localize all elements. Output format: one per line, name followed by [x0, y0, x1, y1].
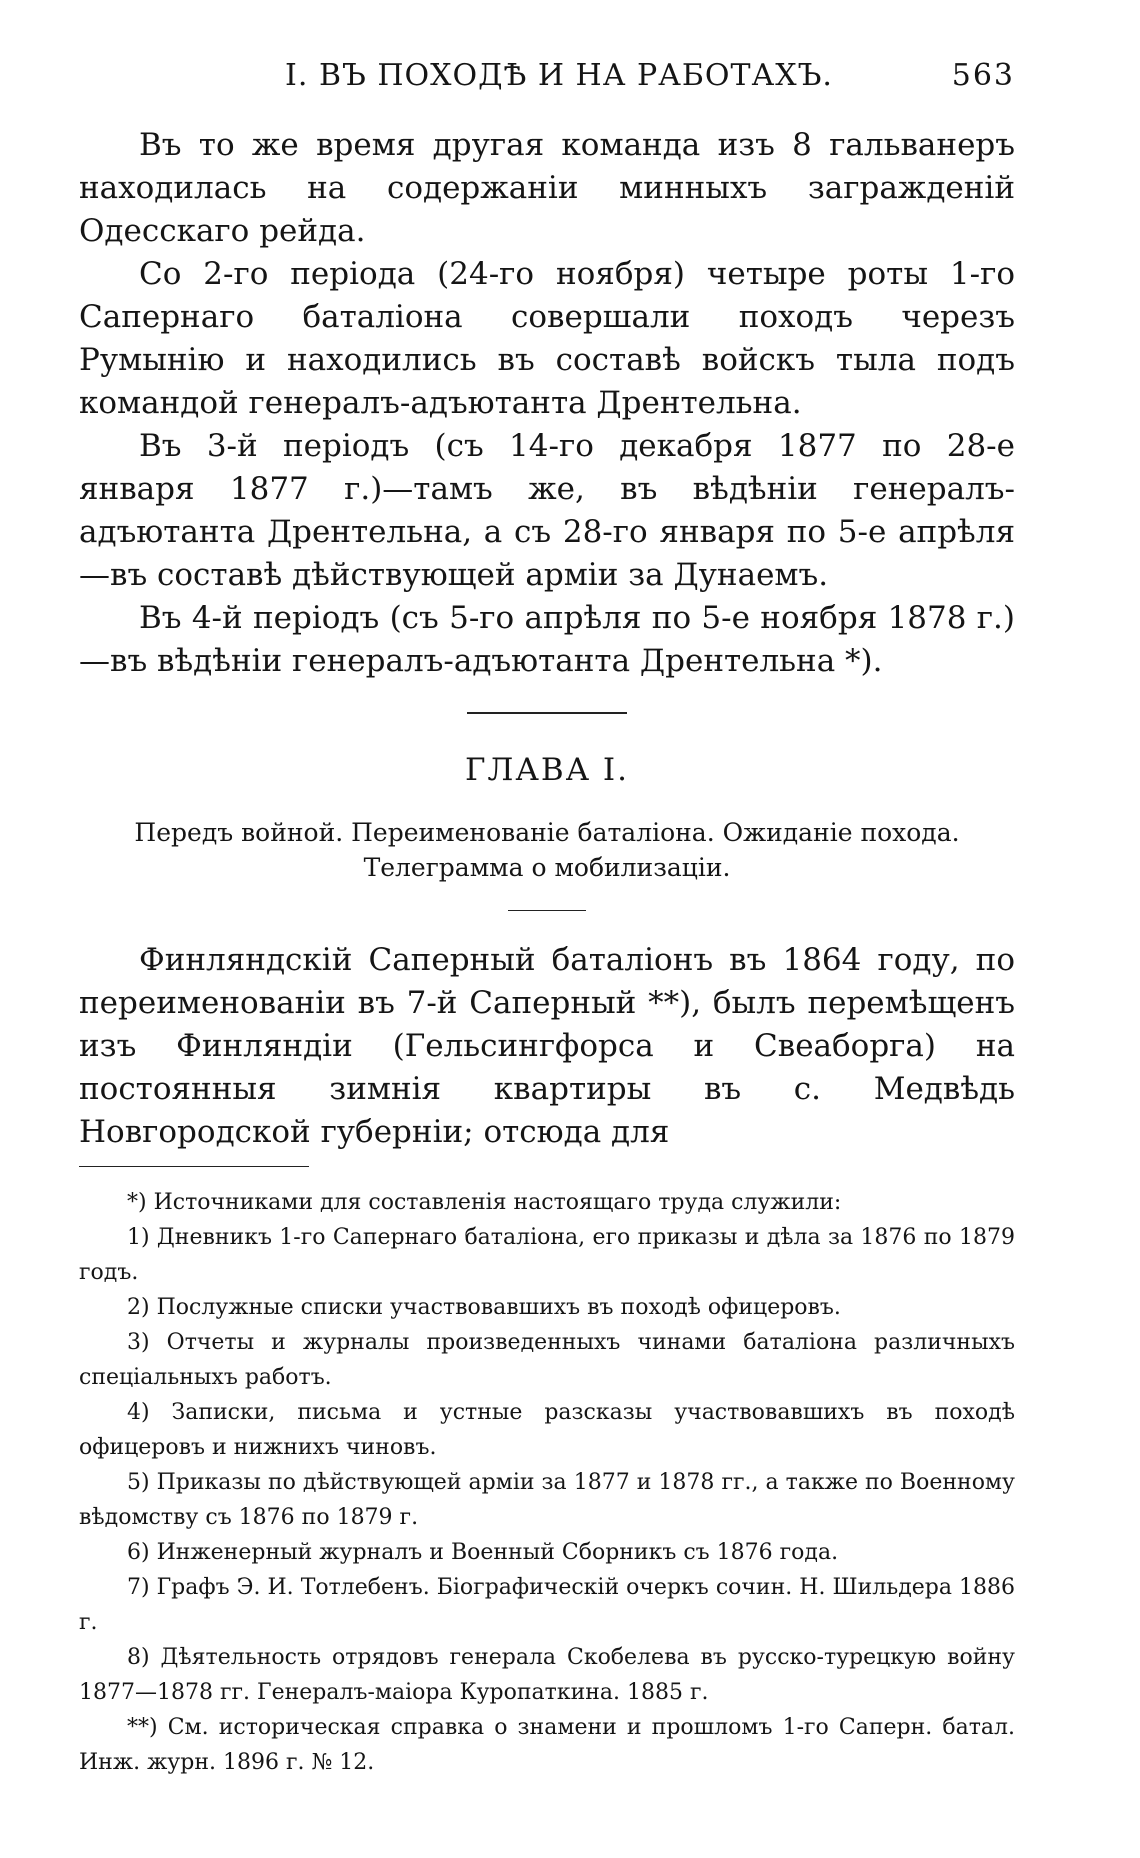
paragraph: Въ 3-й періодъ (съ 14-го декабря 1877 по 28-е января 1877 г.)—тамъ же, въ вѣдѣніи генералъ-адъютанта Дрентельна, а съ 28-го января по 5-е апрѣля—въ составѣ дѣйствующей арміи за Дунаемъ.: [79, 428, 1015, 593]
running-title: I. ВЪ ПОХОДѢ И НА РАБОТАХЪ.: [285, 58, 833, 93]
footnote: 8) Дѣятельность отрядовъ генерала Скобелева въ русско-турецкую войну 1877—1878 гг. Генералъ-маіора Куропаткина. 1885 г.: [79, 1645, 1015, 1705]
main-text: [79, 124, 1015, 683]
paragraph: Финляндскій Саперный баталіонъ въ 1864 году, по переименованіи въ 7-й Саперный **), былъ перемѣщенъ изъ Финляндіи (Гельсингфорса и Свеаборга) на постоянныя зимнія квартиры въ с. Медвѣдь Новгородской губерніи; отсюда для: [79, 942, 1015, 1150]
section-divider: [467, 712, 627, 714]
running-header: [79, 50, 1015, 108]
chapter-text: [79, 939, 1015, 1154]
summary-divider: [508, 910, 586, 911]
page-number: 563: [951, 58, 1015, 93]
footnotes: [79, 1185, 1015, 1780]
footnote-divider: [79, 1166, 309, 1167]
footnote: 2) Послужные списки участвовавшихъ въ походѣ офицеровъ.: [127, 1295, 841, 1320]
footnote: 1) Дневникъ 1-го Сапернаго баталіона, его приказы и дѣла за 1876 по 1879 годъ.: [79, 1225, 1015, 1285]
footnote: 3) Отчеты и журналы произведенныхъ чинами баталіона различныхъ спеціальныхъ работъ.: [79, 1330, 1015, 1390]
paragraph: Въ 4-й періодъ (съ 5-го апрѣля по 5-е ноября 1878 г.)—въ вѣдѣніи генералъ-адъютанта Дрентельна *).: [79, 600, 1015, 679]
footnote: 5) Приказы по дѣйствующей арміи за 1877 и 1878 гг., а также по Военному вѣдомству съ 1876 по 1879 г.: [79, 1470, 1015, 1530]
chapter-summary: Передъ войной. Переименованіе баталіона. Ожиданіе похода. Телеграмма о мобилизаціи.: [134, 818, 960, 882]
footnote: 7) Графъ Э. И. Тотлебенъ. Біографическій очеркъ сочин. Н. Шильдера 1886 г.: [79, 1575, 1015, 1635]
footnote: **) См. историческая справка о знамени и прошломъ 1-го Саперн. батал. Инж. журн. 1896 г. № 12.: [79, 1715, 1015, 1775]
chapter-title: ГЛАВА I.: [464, 752, 630, 788]
paragraph: Въ то же время другая команда изъ 8 гальванеръ находилась на содержаніи минныхъ загражденій Одесскаго рейда.: [79, 127, 1015, 249]
footnote: 4) Записки, письма и устные разсказы участвовавшихъ въ походѣ офицеровъ и нижнихъ чиновъ.: [79, 1400, 1015, 1460]
book-page: [79, 50, 1015, 1780]
paragraph: Со 2-го періода (24-го ноября) четыре роты 1-го Сапернаго баталіона совершали походъ черезъ Румынію и находились въ составѣ войскъ тыла подъ командой генералъ-адъютанта Дрентельна.: [79, 256, 1015, 421]
footnote: 6) Инженерный журналъ и Военный Сборникъ съ 1876 года.: [127, 1540, 839, 1565]
footnote: *) Источниками для составленія настоящаго труда служили:: [127, 1190, 842, 1215]
